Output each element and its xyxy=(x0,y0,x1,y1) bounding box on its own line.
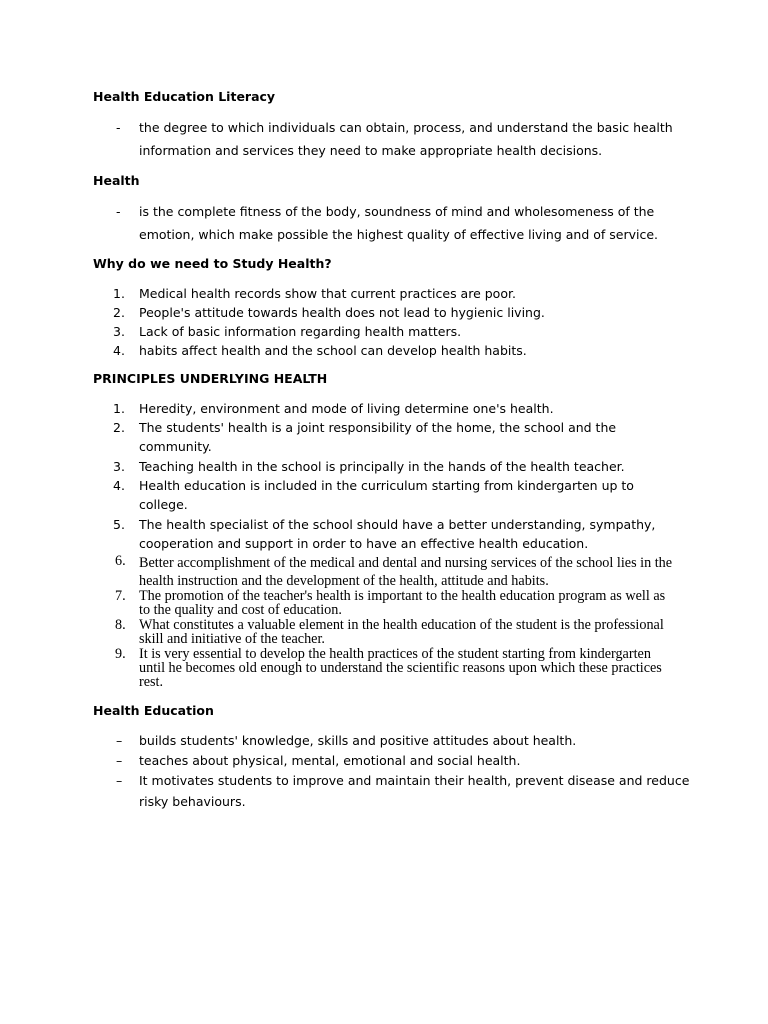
item-text: Medical health records show that current practices are poor. xyxy=(139,286,516,301)
item-text: teaches about physical, mental, emotional and social health. xyxy=(139,753,521,768)
item-text: Better accomplishment of the medical and dental and nursing services of the school lies in the health instruction and the development of the health, attitude and habits. xyxy=(139,555,673,589)
list-item xyxy=(113,322,673,341)
list-item xyxy=(116,116,696,162)
list-item xyxy=(116,200,696,246)
list-item xyxy=(116,731,696,751)
list-item xyxy=(113,476,673,514)
item-number: 4. xyxy=(113,478,125,493)
definition-text: is the complete fitness of the body, soundness of mind and wholesomeness of the emotion, which make possible the highest quality of effective living and of service. xyxy=(139,204,659,242)
item-number: 8. xyxy=(115,617,126,633)
list-item xyxy=(116,751,696,771)
item-number: 6. xyxy=(115,553,126,569)
item-text: builds students' knowledge, skills and positive attitudes about health. xyxy=(139,733,577,748)
list-item xyxy=(115,647,675,689)
item-text: Health education is included in the curriculum starting from kindergarten up to college. xyxy=(139,478,634,513)
heading-why-study-health: Why do we need to Study Health? xyxy=(93,256,332,271)
item-text: People's attitude towards health does not lead to hygienic living. xyxy=(139,305,545,320)
list-item xyxy=(113,418,673,456)
item-text: Heredity, environment and mode of living determine one's health. xyxy=(139,401,554,416)
item-number: 1. xyxy=(113,286,125,301)
en-dash-bullet: – xyxy=(116,733,123,748)
item-number: 7. xyxy=(115,588,126,604)
item-text: What constitutes a valuable element in the health education of the student is the professional skill and initiative of the teacher. xyxy=(139,617,664,647)
dash-bullet: - xyxy=(116,204,121,219)
heading-health-education: Health Education xyxy=(93,703,214,718)
item-text: It is very essential to develop the health practices of the student starting from kindergarten until he becomes old enough to understand the scientific reasons upon which these practices rest. xyxy=(139,646,662,690)
list-item xyxy=(113,457,673,476)
heading-health: Health xyxy=(93,173,140,188)
item-text: The students' health is a joint responsibility of the home, the school and the community. xyxy=(139,420,617,455)
item-text: The promotion of the teacher's health is important to the health education program as well as to the quality and cost of education. xyxy=(139,588,666,618)
list-item xyxy=(116,770,696,812)
list-item xyxy=(115,589,675,617)
item-number: 9. xyxy=(115,646,126,662)
list-item xyxy=(113,399,673,418)
en-dash-bullet: – xyxy=(116,753,123,768)
list-item xyxy=(113,284,673,303)
item-text: habits affect health and the school can develop health habits. xyxy=(139,343,527,358)
item-number: 2. xyxy=(113,420,125,435)
heading-principles-underlying-health: PRINCIPLES UNDERLYING HEALTH xyxy=(93,371,328,386)
definition-text: the degree to which individuals can obtain, process, and understand the basic health information and services they need to make appropriate health decisions. xyxy=(139,120,673,158)
item-text: Teaching health in the school is principally in the hands of the health teacher. xyxy=(139,459,625,474)
list-item xyxy=(113,303,673,322)
item-text: The health specialist of the school should have a better understanding, sympathy, cooperation and support in order to have an effective health education. xyxy=(139,517,656,552)
list-item xyxy=(115,618,675,646)
heading-health-education-literacy: Health Education Literacy xyxy=(93,89,276,104)
item-text: Lack of basic information regarding health matters. xyxy=(139,324,462,339)
item-number: 5. xyxy=(113,517,125,532)
item-text: It motivates students to improve and maintain their health, prevent disease and reduce risky behaviours. xyxy=(139,773,690,809)
list-item xyxy=(113,515,673,553)
item-number: 4. xyxy=(113,343,125,358)
list-item xyxy=(113,341,673,360)
list-item xyxy=(115,554,675,590)
dash-bullet: - xyxy=(116,120,121,135)
item-number: 3. xyxy=(113,324,125,339)
item-number: 2. xyxy=(113,305,125,320)
en-dash-bullet: – xyxy=(116,773,123,788)
item-number: 3. xyxy=(113,459,125,474)
item-number: 1. xyxy=(113,401,125,416)
